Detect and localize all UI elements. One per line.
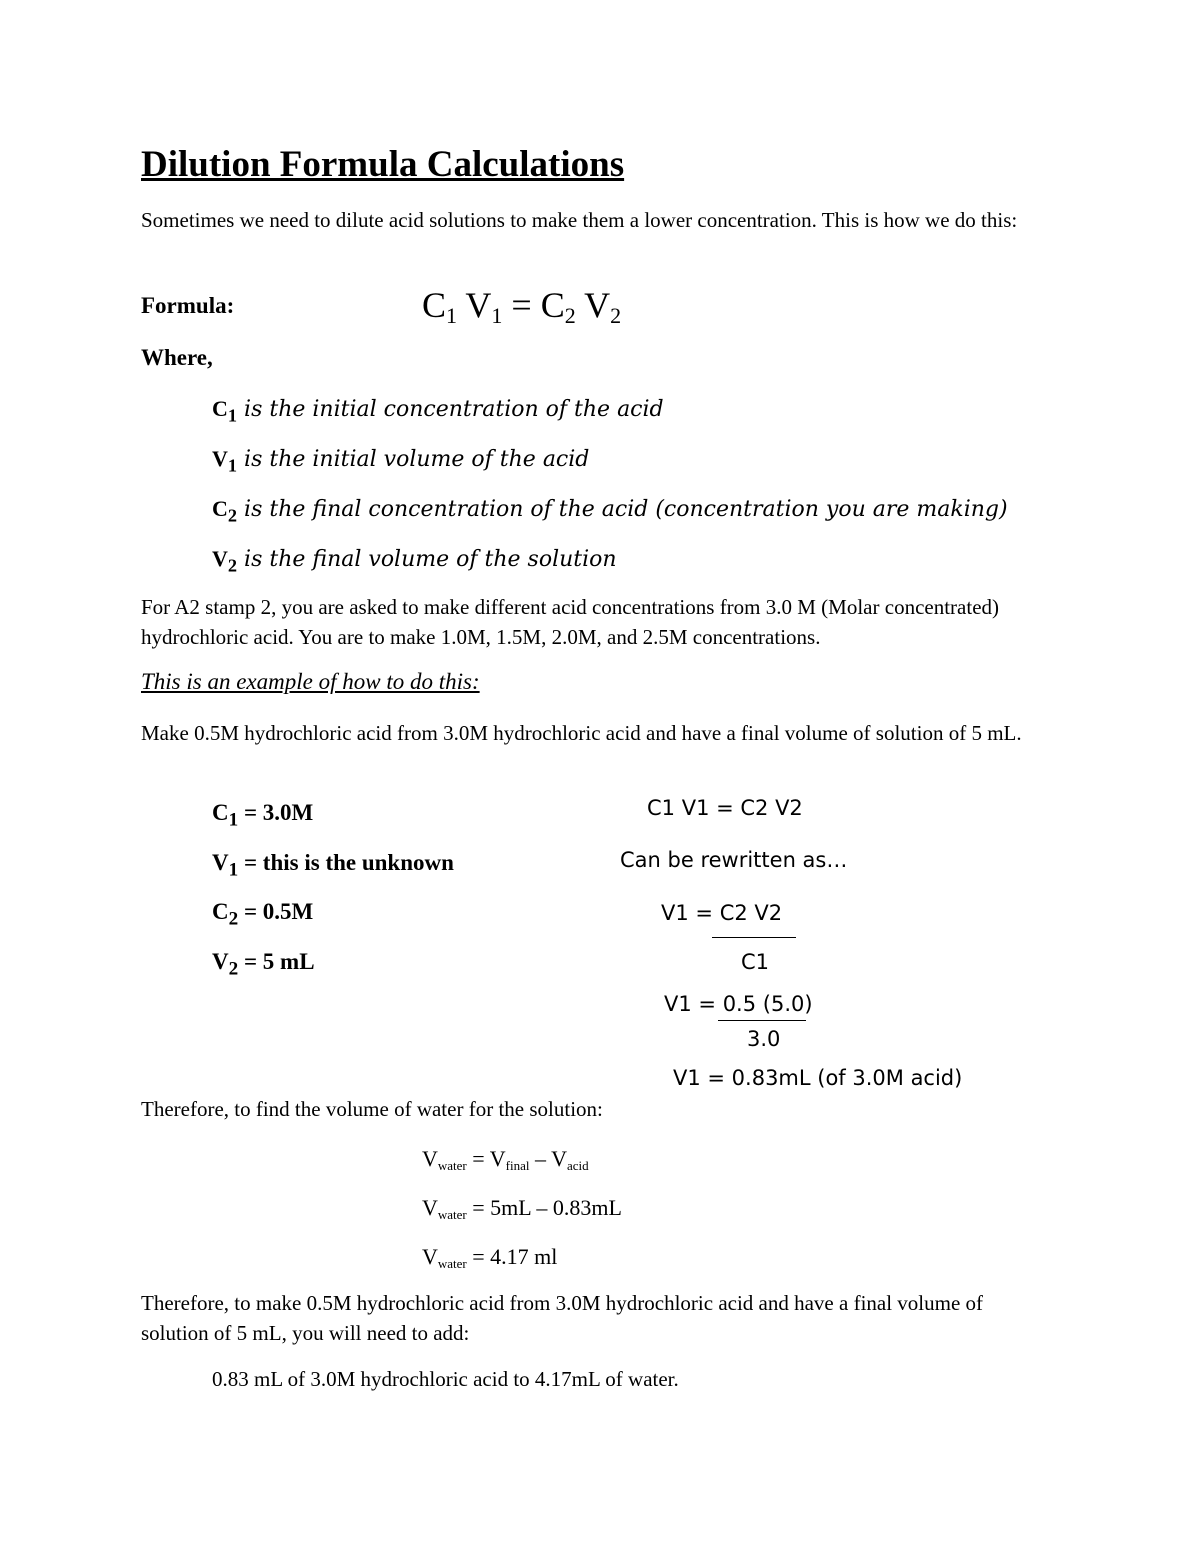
page-title: Dilution Formula Calculations: [141, 144, 625, 185]
final-answer: 0.83 mL of 3.0M hydrochloric acid to 4.17mL of water.: [212, 1367, 679, 1391]
definition-item: $C_2$ is the final concentration of the acid (concentration you are making): [212, 496, 1008, 526]
assignment-paragraph: For A2 stamp 2, you are asked to make different acid concentrations from 3.0 M (Molar concentrated) hydrochloric acid. You are to make 1.0M, 1.5M, 2.0M, and 2.5M concentrations.: [141, 595, 1000, 649]
work-rearranged: V1 = C2 V2: [661, 901, 783, 925]
given-item: $V_2 = 5$ mL: [212, 949, 315, 980]
work-denominator: C1: [741, 950, 770, 974]
conclusion-paragraph: Therefore, to make 0.5M hydrochloric acid from 3.0M hydrochloric acid and have a final volume of solution of 5 mL, you will need to add:: [141, 1291, 984, 1345]
definition-item: $C_1$ is the initial concentration of the acid: [212, 396, 664, 426]
dilution-formula: [422, 284, 621, 329]
intro-paragraph: Sometimes we need to dilute acid solutions to make them a lower concentration. This is how we do this:: [141, 208, 1018, 232]
formula-c2: $C_2$: [540, 285, 576, 328]
formula-c1: $C_1$: [422, 285, 458, 328]
example-heading: This is an example of how to do this:: [141, 669, 480, 694]
given-item: $V_1$ = this is the unknown: [212, 850, 454, 881]
formula-v2: $V_2$: [584, 285, 622, 328]
water-equation: $V_{water} = V_{final} - V_{acid}$: [422, 1146, 589, 1173]
water-equation: $V_{water} = 4.17$ ml: [422, 1244, 558, 1271]
given-item: $C_2 = 0.5M$: [212, 899, 314, 930]
work-formula: C1 V1 = C2 V2: [647, 796, 803, 820]
work-result: V1 = 0.83mL (of 3.0M acid): [673, 1066, 963, 1090]
fraction-bar: [712, 937, 796, 938]
definition-item: $V_2$ is the final volume of the solution: [212, 546, 617, 576]
fraction-bar: [718, 1020, 806, 1021]
water-equation: $V_{water} = 5mL - 0.83mL$: [422, 1195, 622, 1222]
work-substituted: V1 = 0.5 (5.0): [664, 992, 813, 1016]
where-label: Where,: [141, 345, 213, 370]
formula-label: Formula:: [141, 293, 235, 318]
formula-v1: $V_1$: [465, 285, 503, 328]
given-item: $C_1 = 3.0M$: [212, 800, 314, 831]
work-rewrite-label: Can be rewritten as…: [620, 848, 848, 872]
water-intro: Therefore, to find the volume of water for the solution:: [141, 1097, 603, 1121]
example-intro: Make 0.5M hydrochloric acid from 3.0M hydrochloric acid and have a final volume of solution of 5 mL.: [141, 721, 1022, 745]
formula-equals: =: [511, 285, 532, 325]
definition-item: $V_1$ is the initial volume of the acid: [212, 446, 590, 476]
work-denominator: 3.0: [747, 1027, 781, 1051]
